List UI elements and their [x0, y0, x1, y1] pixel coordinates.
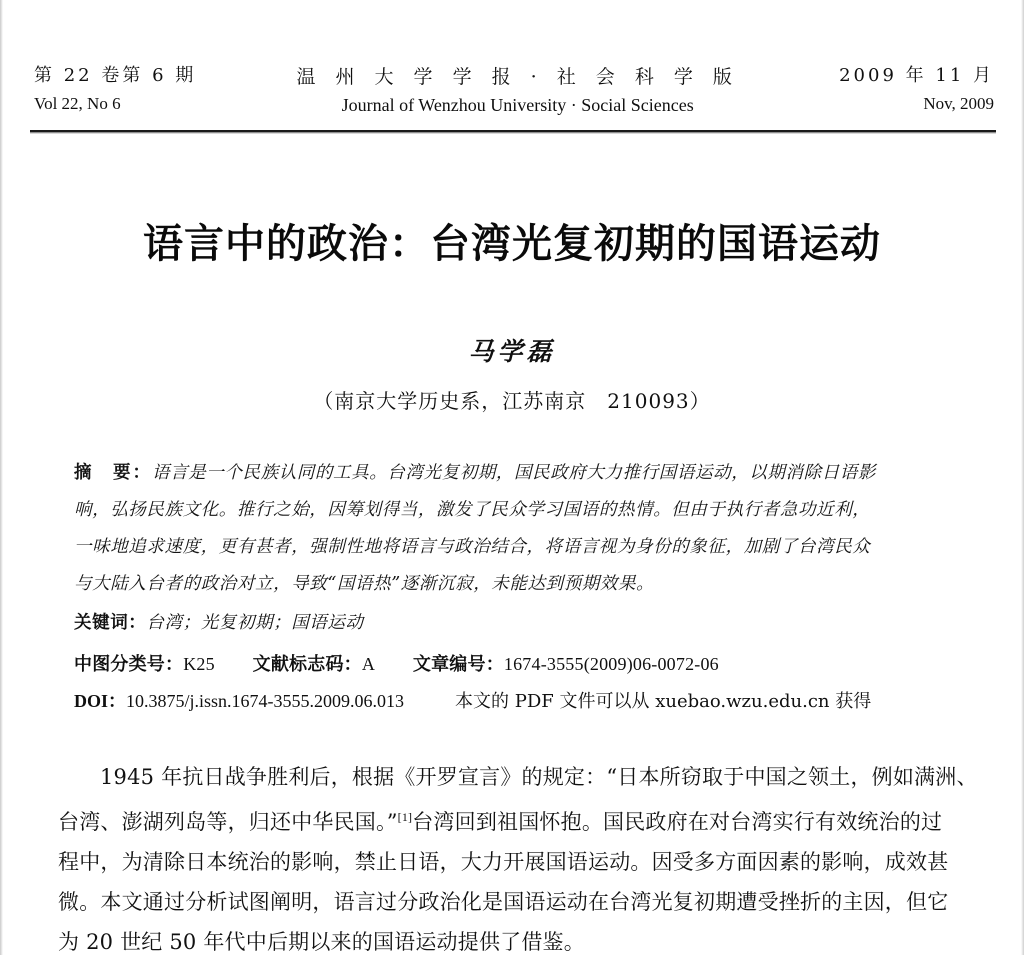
issue-date-cn: 2009 年 11 月 [839, 65, 994, 86]
body-line: 微。本文通过分析试图阐明，语言过分政治化是国语运动在台湾光复初期遭受挫折的主因，但它 [58, 890, 949, 914]
running-head-volume [34, 64, 196, 115]
doi-value: 10.3875/j.issn.1674-3555.2009.06.013 [126, 691, 405, 711]
volume-issue-en: Vol 22, No 6 [34, 93, 121, 113]
article-id-value: 1674-3555(2009)06-0072-06 [503, 654, 719, 674]
document-code-value: A [361, 654, 376, 674]
classification-line [74, 650, 719, 676]
keywords-value: 台湾；光复初期；国语运动 [146, 613, 364, 633]
abstract-text-1: 语言是一个民族认同的工具。台湾光复初期，国民政府大力推行国语运动，以期消除日语影 [152, 463, 876, 483]
clc-value: K25 [183, 654, 215, 674]
journal-name-en: Journal of Wenzhou University · Social Sciences [341, 95, 694, 116]
abstract-label: 摘 要： [74, 463, 152, 483]
abstract-block [74, 455, 962, 642]
header-rule [30, 130, 996, 134]
running-head [34, 64, 994, 118]
abstract-line: 与大陆入台者的政治对立，导致“国语热”逐渐沉寂，未能达到预期效果。 [74, 574, 655, 594]
running-head-date [839, 64, 994, 115]
journal-name-cn: 温 州 大 学 学 报 · 社 会 科 学 版 [296, 66, 739, 88]
body-line: 程中，为清除日本统治的影响，禁止日语，大力开展国语运动。因受多方面因素的影响，成效甚 [58, 850, 949, 874]
running-head-journal [196, 64, 839, 118]
doi-label: DOI： [74, 691, 127, 711]
doi-line [74, 687, 871, 713]
abstract-line [74, 455, 962, 492]
abstract-line: 一味地追求速度，更有甚者，强制性地将语言与政治结合，将语言视为身份的象征，加剧了台湾民众 [74, 537, 871, 557]
article-id-label: 文章编号： [412, 654, 504, 675]
body-line: 为 20 世纪 50 年代中后期以来的国语运动提供了借鉴。 [58, 930, 585, 954]
body-line-text: 1945 年抗日战争胜利后，根据《开罗宣言》的规定：“日本所窃取于中国之领土，例如满洲、 [100, 765, 978, 789]
author-name: 马学磊 [468, 337, 556, 366]
body-line [58, 757, 976, 797]
keywords-line [74, 605, 962, 642]
document-code-label: 文献标志码： [252, 654, 362, 675]
volume-issue-cn: 第 22 卷第 6 期 [34, 65, 197, 86]
body-line-text: 台湾回到祖国怀抱。国民政府在对台湾实行有效统治的过 [412, 810, 943, 834]
author-affiliation: （南京大学历史系，江苏南京 210093） [313, 389, 711, 413]
body-line [58, 797, 976, 842]
scan-edge-left [0, 0, 3, 955]
keywords-label: 关键词： [74, 613, 147, 633]
citation-reference-1[interactable]: [1] [397, 810, 413, 824]
body-text [58, 757, 976, 962]
page-title: 语言中的政治：台湾光复初期的国语运动 [143, 221, 881, 267]
pdf-availability-note: 本文的 PDF 文件可以从 xuebao.wzu.edu.cn 获得 [455, 691, 872, 712]
abstract-line: 响，弘扬民族文化。推行之始，因筹划得当，激发了民众学习国语的热情。但由于执行者急功近利， [74, 500, 871, 520]
body-line-text: 台湾、澎湖列岛等，归还中华民国。” [58, 810, 398, 834]
clc-label: 中图分类号： [74, 654, 184, 675]
issue-date-en: Nov, 2009 [923, 93, 994, 113]
